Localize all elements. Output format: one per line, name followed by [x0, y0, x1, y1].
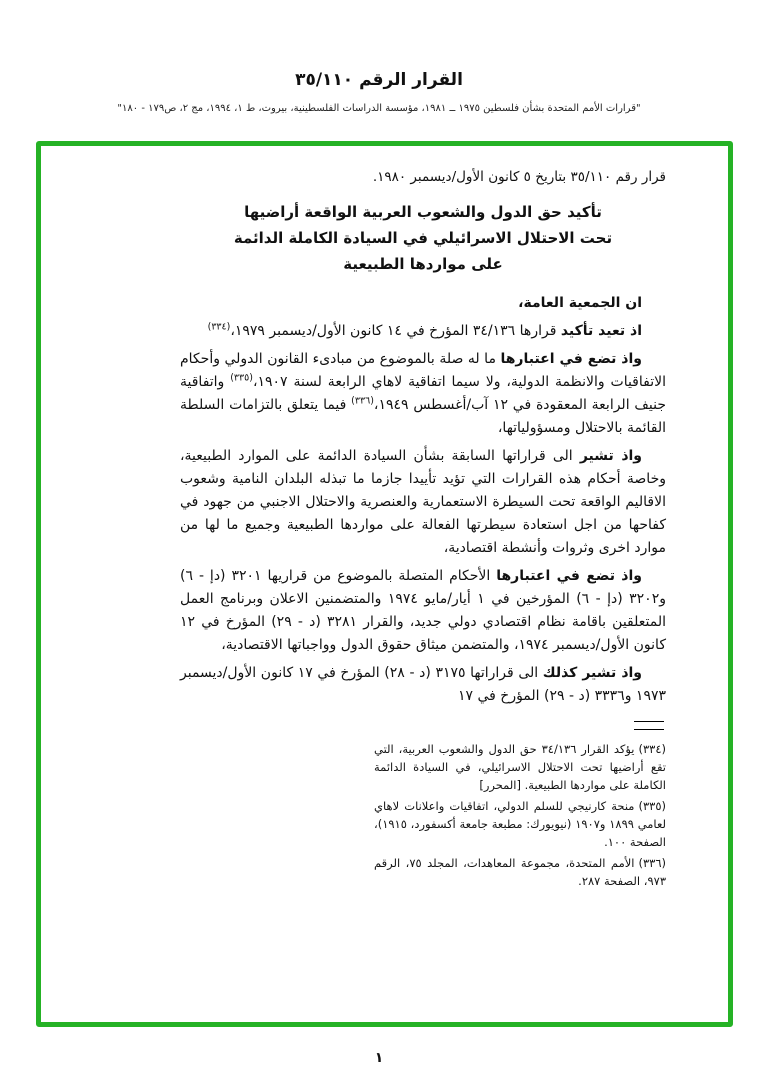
footnotes-section — [374, 740, 666, 890]
footnote-marker: (٣٣٦) — [638, 856, 667, 870]
resolution-body — [180, 166, 666, 893]
paragraph-lead: واذ تضع في اعتبارها — [496, 568, 642, 584]
paragraph-lead: واذ تضع في اعتبارها — [500, 351, 642, 367]
paragraph-text: ما له صلة بالموضوع من مبادىء القانون الدولي وأحكام الاتفاقيات والانظمة الدولية، ولا سيما اتفاقية لاهاي الرابعة لسنة ١٩٠٧، — [180, 351, 666, 390]
green-highlight-frame — [36, 141, 733, 1027]
paragraph-text: فيما يتعلق بالتزامات السلطة القائمة بالاحتلال ومسؤولياتها، — [180, 397, 666, 436]
paragraph-text: الأحكام المتصلة بالموضوع من قراريها ٣٢٠١ (دإ - ٦) و٣٢٠٢ (دإ - ٦) المؤرخين في ١ أيار/مايو ١٩٧٤ والمتضمنين الاعلان وبرنامج العمل المتعلقين باقامة نظام اقتصادي دولي جديد، والقرار ٣٢٨١ (د - ٢٩) المؤرخ في ١٢ كانون الأول/ديسمبر ١٩٧٤، والمتضمن ميثاق حقوق الدول وواجباتها الاقتصادية، — [180, 568, 666, 653]
paragraph-text: واتفاقية جنيف الرابعة المعقودة في ١٢ آب/أغسطس ١٩٤٩، — [180, 374, 666, 413]
preamble-paragraph-1 — [180, 320, 666, 343]
paragraph-text: قرارها ٣٤/١٣٦ المؤرخ في ١٤ كانون الأول/ديسمبر ١٩٧٩، — [230, 323, 561, 339]
preamble-opening: ان الجمعية العامة، — [518, 295, 642, 311]
footnote-marker: (٣٣٤) — [638, 742, 667, 756]
footnote-336 — [374, 854, 666, 890]
page-header — [0, 70, 758, 114]
paragraph-lead: واذ تشير — [579, 448, 643, 464]
preamble-paragraph-3 — [180, 445, 666, 560]
footnote-text: الأمم المتحدة، مجموعة المعاهدات، المجلد ٧٥، الرقم ٩٧٣، الصفحة ٢٨٧. — [374, 856, 666, 888]
resolution-heading — [180, 199, 666, 277]
footnote-marker: (٣٣٥) — [638, 799, 666, 813]
footnote-ref-336: (٣٣٦) — [351, 395, 374, 407]
footnote-334 — [374, 740, 666, 794]
paragraph-text: الى قراراتها السابقة بشأن السيادة الدائمة على الموارد الطبيعية، وخاصة أحكام هذه القرارات التي تؤيد تأييدا جازما ما تبذله البلدان النامية وشعوب الاقاليم الواقعة تحت السيطرة الاستعمارية والعنصرية والاحتلال الاجنبي من جهود في كفاحها من اجل استعادة سيطرتها الفعالة على مواردها الطبيعية وجميع ما لها من موارد اخرى وثروات وأنشطة اقتصادية، — [180, 448, 666, 556]
preamble-paragraph-5 — [180, 662, 666, 708]
paragraph-lead: واذ تشير كذلك — [542, 665, 642, 681]
footnote-text: يؤكد القرار ٣٤/١٣٦ حق الدول والشعوب العربية، التي تقع أراضيها تحت الاحتلال الاسرائيلي، في السيادة الدائمة الكاملة على مواردها الطبيعية. [المحرر] — [374, 742, 666, 792]
paragraph-text: الى قراراتها ٣١٧٥ (د - ٢٨) المؤرخ في ١٧ كانون الأول/ديسمبر ١٩٧٣ و٣٣٣٦ (د - ٢٩) المؤرخ في ١٧ — [180, 665, 666, 704]
heading-line-3: على مواردها الطبيعية — [343, 255, 503, 273]
heading-line-2: تحت الاحتلال الاسرائيلي في السيادة الكاملة الدائمة — [233, 229, 613, 247]
resolution-title-line: قرار رقم ٣٥/١١٠ بتاريخ ٥ كانون الأول/ديسمبر ١٩٨٠. — [372, 169, 666, 185]
resolution-number-title: القرار الرقم ٣٥/١١٠ — [295, 70, 463, 90]
preamble-paragraph-4 — [180, 565, 666, 657]
page-number: ١ — [374, 1050, 384, 1066]
preamble-paragraph-2 — [180, 348, 666, 440]
heading-line-1: تأكيد حق الدول والشعوب العربية الواقعة أراضيها — [244, 203, 602, 221]
footnote-ref-334: (٣٣٤) — [207, 321, 231, 333]
footnote-335 — [374, 797, 666, 851]
source-citation: "قرارات الأمم المتحدة بشأن فلسطين ١٩٧٥ ــ ١٩٨١، مؤسسة الدراسات الفلسطينية، بيروت، ط ١، ١٩٩٤، مج ٢، ص١٧٩ - ١٨٠" — [117, 103, 641, 114]
paragraph-lead: اذ تعيد تأكيد — [560, 323, 642, 339]
footnote-text: منحة كارنيجي للسلم الدولي، اتفاقيات واعلانات لاهاي لعامي ١٨٩٩ و١٩٠٧ (نيويورك: مطبعة جامعة أكسفورد، ١٩١٥)، الصفحة ١٠٠. — [374, 799, 666, 849]
footnote-separator — [634, 721, 664, 730]
footnote-ref-335: (٣٣٥) — [230, 372, 253, 384]
